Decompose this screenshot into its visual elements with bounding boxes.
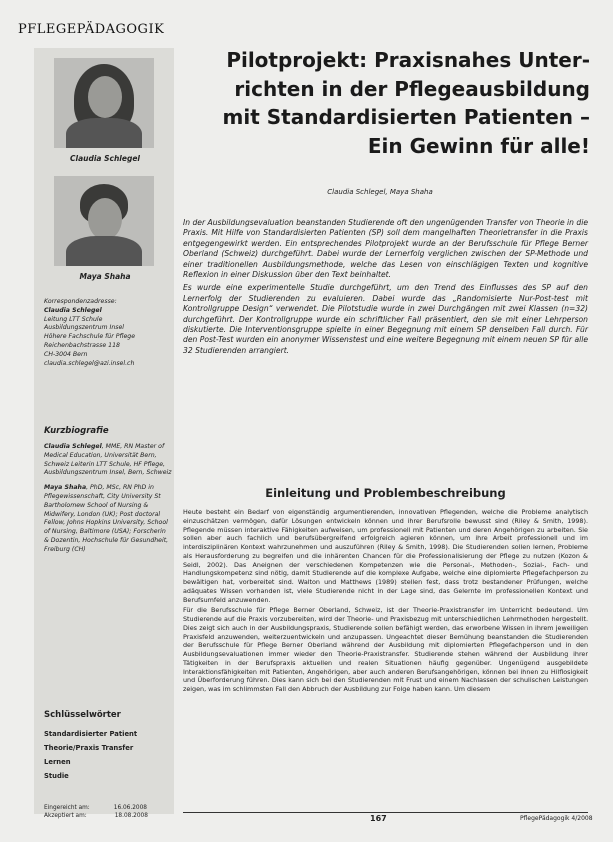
photo-caption-1: Claudia Schlegel (70, 154, 140, 163)
keyword: Theorie/Praxis Transfer (44, 744, 134, 752)
body-text: Heute besteht ein Bedarf von eigenständig argumentierenden, innovativen Pflegenden, welche die Probleme analytisch einzuschätzen vermögen, dafür Lösungen entwickeln können und ihrer Berufsrolle bewusst sind (Riley & Smith, 1998). Pflegende müssen interaktive Fähigkeiten aufweisen, um professionell mit Patienten und deren Angehörigen zu arbeiten. Sie sollen aber auch fachlich und berufsübergreifend erfolgreich agieren können, um ihre Arbeit professionell und im interdisziplinären Kontext wahrzunehmen und auszuführen (Riley & Smith, 1998). Die Studierenden sollen lernen, Probleme als Herausforderung zu begreifen und die inhärenten Chancen für die Professionalisierung der Pflege zu nutzen (Kozon & Seidl, 2002). Das Aneignen der verschiedenen Kompetenzen wie die Personal-, Methoden-, Sozial-, Fach- und Handlungskompetenz sind nötig, damit Studierende auf die komplexe Aufgabe, welche eine diplomierte Pflegefachperson zu bewältigen hat, vorbereitet sind. Walton und Matthews (1989) stellen fest, dass trotz bestandener Prüfungen, welche adäquates Wissen vorhanden ist, viele Studierende nicht in der Lage sind, das Gelernte im professionellen Kontext und Berufsumfeld anzuwenden. Für die Berufsschule für Pflege Berner Oberland, Schweiz, ist der Theorie-Praxistransfer im Unterricht bedeutend. Um Studierende auf die Praxis vorzubereiten, wird der Theorie- und Praxisbezug mit unterschiedlichen Lehrmethoden hergestellt. Dies zeigt sich auch in der Ausbildungspraxis, Studierende sollen befähigt werden, das erworbene Wissen in ihrem jeweiligen Praxisfeld anzuwenden, weiterzuentwickeln und anzupassen. Ungeachtet dieser Bemühung beanstanden die Studierenden der Berufsschule für Pflege Berner Oberland während der Ausbildung mit diplomierten Pflegefachperson und in den Ausbildungsevaluationen immer wieder den Theorie-Praxistransfer. Studierende stehen während der Ausbildung ihrer Tätigkeiten in der Berufspraxis aktuellen und realen Situationen häufig gegenüber. Ungenügend ausgebildete Interaktionsfähigkeiten mit Patienten, Angehörigen, aber auch anderen Berufsangehörigen, können bei ihnen zu Hilflosigkeit und Überforderung führen. Dies kann sich bei den Studierenden mit Frust und einem Nachlassen der schulischen Leistungen zeigen, was im schlimmsten Fall den Abbruch der Ausbildung zur Folge haben kann. Um diesem (183, 508, 588, 693)
keyword: Studie (44, 772, 69, 780)
submission-dates: Eingereicht am: 16.06.2008 Akzeptiert am: 18.08.2008 (44, 805, 148, 819)
section-heading: Einleitung und Problembeschreibung (265, 486, 506, 500)
keyword: Standardisierter Patient (44, 730, 138, 738)
journal-header: PFLEGEPÄDAGOGIK (18, 22, 165, 37)
short-bio: Claudia Schlegel, MME, RN Master of Medical Education, Universität Bern, Schweiz Leiterin LTT Schule, HF Pflege, Ausbildungszentrum Insel, Bern, Schweiz Maya Shaha, PhD, MSc, RN PhD in Pflegewissenschaft, City University St Bartholomew School of Nursing & Midwifery, London (UK); Post doctoral Fellow, Johns Hopkins University, School of Nursing, Baltimore (USA); Forscherin & Dozentin, Hochschule für Gesundheit, Freiburg (CH) (44, 443, 172, 553)
photo-caption-2: Maya Shaha (79, 272, 131, 281)
email-link[interactable]: claudia.schlegel@azi.insel.ch (44, 359, 135, 367)
short-bio-heading: Kurzbiografie (44, 426, 109, 436)
journal-issue: PflegePädagogik 4/2008 (520, 815, 593, 822)
author-photo-shaha (54, 176, 154, 266)
footer-rule (183, 812, 588, 813)
author-line: Claudia Schlegel, Maya Shaha (327, 188, 433, 196)
keywords-list (44, 727, 137, 783)
page-number: 167 (370, 814, 387, 823)
correspondence-address: Korrespondenzadresse: Claudia Schlegel Leitung LTT Schule Ausbildungszentrum Insel Höhere Fachschule für Pflege Reichenbachstrasse 118 CH-3004 Bern claudia.schlegel@azi.insel.ch (44, 298, 172, 368)
abstract: In der Ausbildungsevaluation beanstanden Studierende oft den ungenügenden Transfer von Theorie in die Praxis. Mit Hilfe von Standardisierten Patienten (SP) soll dem mangelhaften Theorietransfer in die Praxis entgegengewirkt werden. Ein entsprechendes Pilotprojekt wurde an der Berufsschule für Pflege Berner Oberland (Schweiz) durchgeführt. Dabei wurde der Lernerfolg verglichen zwischen der SP-Methode und einer traditionellen Ausbildungsmethode, welche das Lesen von einschlägigen Texten und kognitive Reflexion in einer Diskussion über den Text beinhaltet. Es wurde eine experimentelle Studie durchgeführt, um den Trend des Einflusses des SP auf den Lernerfolg der Studierenden zu evaluieren. Dabei wurde das „Randomisierte Nur-Post-test mit Kontrollgruppe Design“ verwendet. Die Pilotstudie wurde in zwei Durchgängen mit zwei Klassen (n=32) durchgeführt. Der Kontrollgruppe wurde ein schriftlicher Fall präsentiert, den sie mit einer Lehrperson diskutierte. Die Interventionsgruppe spielte in einer Begegnung mit einem SP denselben Fall durch. Für den Post-Test wurden ein anonymer Wissenstest und eine weitere Begegnung mit einem neuen SP für alle 32 Studierenden arrangiert. (183, 218, 588, 355)
article-title: Pilotprojekt: Praxisnahes Unter- richten in der Pflegeausbildung mit Standardisierten Patienten – Ein Gewinn für alle! (222, 48, 590, 158)
keyword: Lernen (44, 758, 71, 766)
keywords-heading: Schlüsselwörter (44, 710, 121, 720)
author-photo-schlegel (54, 58, 154, 148)
